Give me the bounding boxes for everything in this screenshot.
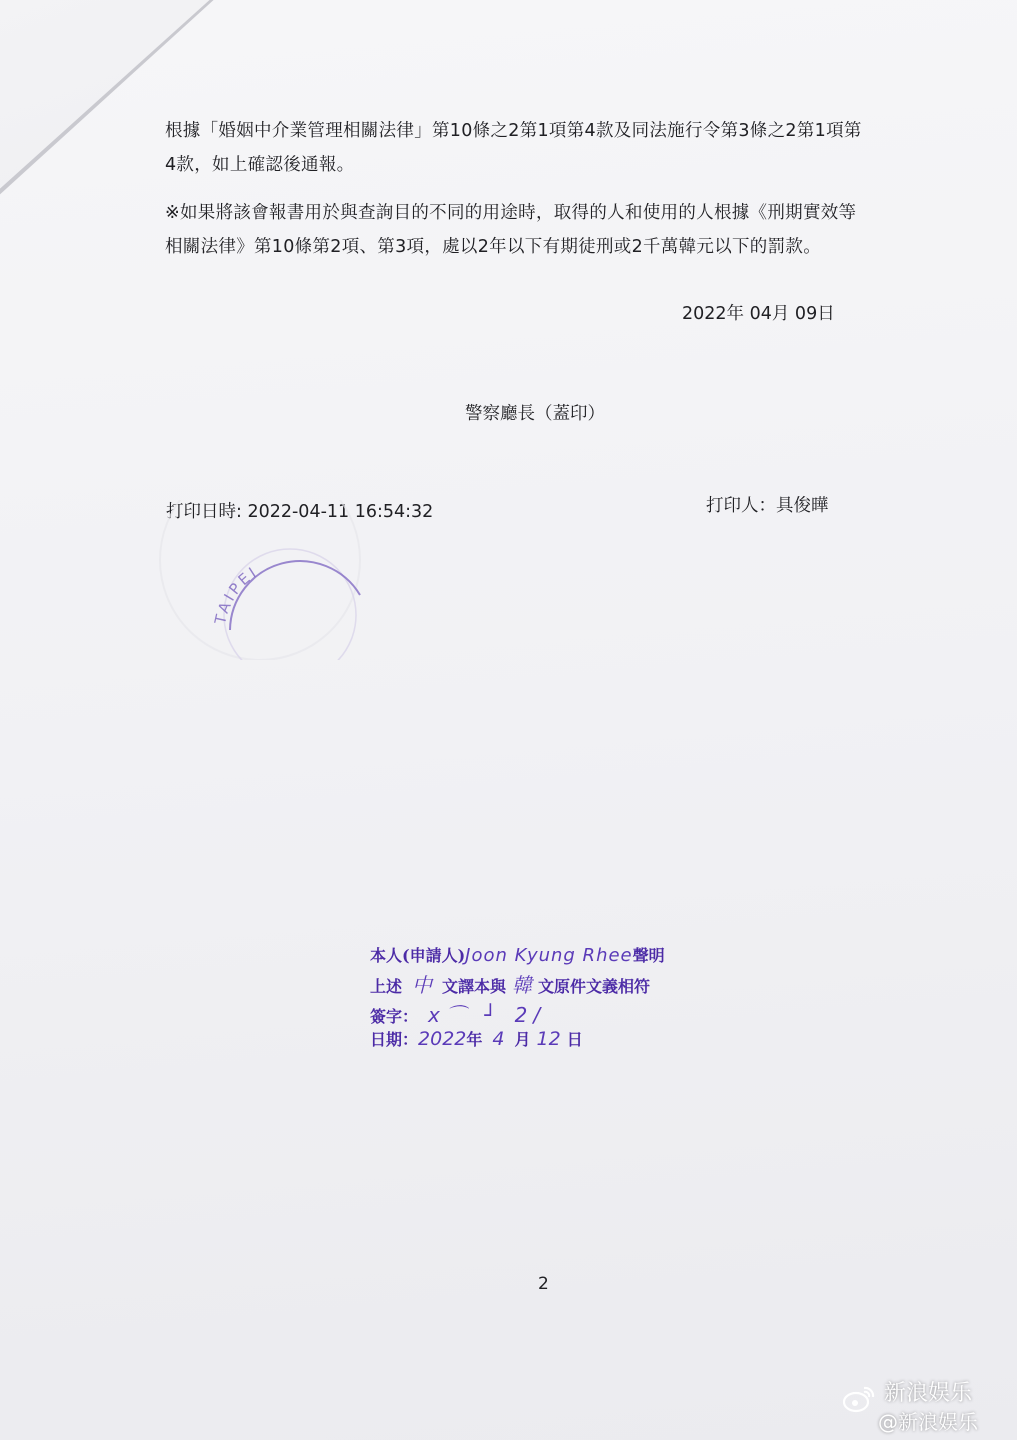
handwritten-year: 2022: [418, 1028, 467, 1050]
stamp-row-date: [370, 1027, 583, 1050]
stamp-row-signature: [370, 999, 546, 1028]
stamp-row-applicant: [370, 943, 665, 966]
stamp-label: 簽字：: [370, 1007, 419, 1026]
svg-text:TAIPEI: [211, 562, 262, 627]
seal-text: TAIPEI: [211, 562, 262, 626]
stamp-label: 年: [466, 1030, 483, 1049]
watermark-handle: @新浪娱乐: [878, 1410, 978, 1434]
weibo-icon: [842, 1384, 876, 1414]
stamp-row-translation: [370, 969, 650, 998]
stamp-label: 文譯本與: [442, 977, 507, 996]
stamp-label: 文原件文義相符: [538, 977, 651, 996]
stamp-label: 申請人): [409, 946, 466, 965]
stamp-label: 上述: [370, 977, 403, 996]
stamp-label: 月: [514, 1030, 531, 1049]
handwritten-signature: ⅹ⌒ ┘ 2/: [428, 1003, 547, 1027]
stamp-label: 日期：: [370, 1030, 419, 1049]
watermark-brand: 新浪娱乐: [884, 1381, 973, 1406]
page-number: 2: [538, 1274, 549, 1294]
stamp-label: 聲明: [632, 946, 665, 965]
translation-certification-stamp: [360, 905, 700, 1055]
usage-warning-paragraph: ※如果將該會報書用於與查詢目的不同的用途時，取得的人和使用的人根據《刑期實效等相關法律》第10條第2項、第3項，處以2年以下有期徒刑或2千萬韓元以下的罰款。: [165, 203, 857, 257]
stamp-label: 本人(: [370, 946, 410, 965]
police-chief-signature-line: 警察廳長（蓋印）: [465, 404, 605, 424]
handwritten-month: 4: [492, 1028, 505, 1050]
issue-date: 2022年 04月 09日: [682, 304, 835, 324]
weibo-watermark: [836, 1376, 1011, 1436]
handwritten-name: Joon Kyung Rhee: [465, 945, 633, 966]
handwritten-language: 中: [412, 973, 433, 997]
stamp-label: 日: [566, 1030, 583, 1049]
printer-name: 打印人：具俊曄: [706, 496, 829, 516]
legal-basis-paragraph: 根據「婚姻中介業管理相關法律」第10條之2第1項第4款及同法施行令第3條之2第1項第4款，如上確認後通報。: [165, 121, 862, 175]
print-datetime: 打印日時: 2022-04-11 16:54:32: [166, 502, 434, 522]
handwritten-day: 12: [536, 1028, 561, 1050]
embossed-seal: [130, 500, 370, 660]
handwritten-language: 韓: [512, 973, 533, 997]
